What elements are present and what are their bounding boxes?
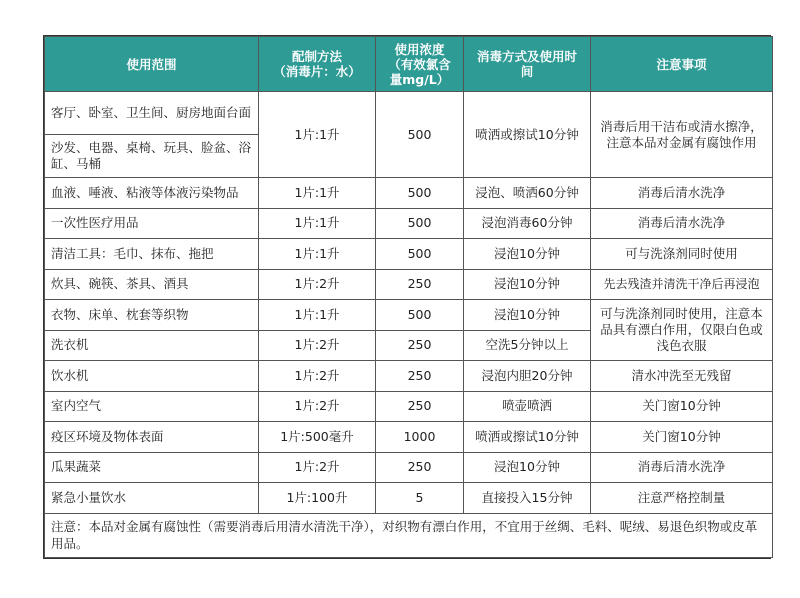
header-scope: 使用范围 <box>45 37 259 92</box>
cell-note: 消毒后用干洁布或清水擦净，注意本品对金属有腐蚀作用 <box>591 92 773 178</box>
cell-concentration: 500 <box>376 178 464 209</box>
cell-way: 浸泡、喷洒60分钟 <box>464 178 591 209</box>
cell-scope: 炊具、碗筷、茶具、酒具 <box>45 269 259 300</box>
header-concentration <box>376 37 464 92</box>
cell-concentration: 250 <box>376 361 464 392</box>
header-method-line1: 配制方法 <box>291 49 342 64</box>
cell-note: 关门窗10分钟 <box>591 391 773 422</box>
cell-scope: 饮水机 <box>45 361 259 392</box>
header-conc-line2: （有效氯含 <box>388 56 451 72</box>
cell-way: 直接投入15分钟 <box>464 483 591 514</box>
cell-way: 空洗5分钟以上 <box>464 330 591 361</box>
header-way-line2: 间 <box>520 64 534 79</box>
cell-scope: 疫区环境及物体表面 <box>45 422 259 453</box>
cell-concentration: 500 <box>376 239 464 270</box>
cell-way: 喷壶喷洒 <box>464 391 591 422</box>
cell-scope: 洗衣机 <box>45 330 259 361</box>
cell-note: 关门窗10分钟 <box>591 422 773 453</box>
cell-concentration: 250 <box>376 269 464 300</box>
header-way <box>464 37 591 92</box>
cell-way: 浸泡10分钟 <box>464 239 591 270</box>
header-method-line2: （消毒片：水） <box>273 64 361 79</box>
cell-concentration: 500 <box>376 300 464 331</box>
cell-way: 喷洒或擦试10分钟 <box>464 422 591 453</box>
cell-note: 消毒后清水洗净 <box>591 452 773 483</box>
header-notes: 注意事项 <box>591 37 773 92</box>
cell-scope: 衣物、床单、枕套等织物 <box>45 300 259 331</box>
cell-method: 1片:2升 <box>259 361 376 392</box>
cell-method: 1片:2升 <box>259 269 376 300</box>
cell-note: 清水冲洗至无残留 <box>591 361 773 392</box>
table-row <box>45 300 773 331</box>
cell-scope: 一次性医疗用品 <box>45 208 259 239</box>
header-conc-line3: 量mg/L） <box>389 71 450 87</box>
cell-note: 可与洗涤剂同时使用 <box>591 239 773 270</box>
cell-concentration: 1000 <box>376 422 464 453</box>
cell-method: 1片:2升 <box>259 391 376 422</box>
header-conc-line1: 使用浓度 <box>394 41 445 57</box>
cell-way: 浸泡消毒60分钟 <box>464 208 591 239</box>
usage-table <box>44 36 773 558</box>
cell-note: 先去残渣并清洗干净后再浸泡 <box>591 269 773 300</box>
table-row <box>45 391 773 422</box>
cell-way: 喷洒或擦试10分钟 <box>464 92 591 178</box>
footer-note-row <box>45 513 773 557</box>
disinfection-usage-table <box>43 35 771 559</box>
table-row <box>45 452 773 483</box>
header-way-line1: 消毒方式及使用时 <box>476 49 577 64</box>
header-method <box>259 37 376 92</box>
cell-note: 可与洗涤剂同时使用，注意本品具有漂白作用，仅限白色或浅色衣服 <box>591 300 773 361</box>
cell-scope: 血液、唾液、粘液等体液污染物品 <box>45 178 259 209</box>
cell-way: 浸泡10分钟 <box>464 269 591 300</box>
cell-scope: 清洁工具：毛巾、抹布、拖把 <box>45 239 259 270</box>
cell-scope: 紧急小量饮水 <box>45 483 259 514</box>
cell-scope: 客厅、卧室、卫生间、厨房地面台面 <box>45 92 259 135</box>
cell-concentration: 250 <box>376 391 464 422</box>
cell-way: 浸泡内胆20分钟 <box>464 361 591 392</box>
cell-method: 1片:1升 <box>259 178 376 209</box>
table-row <box>45 361 773 392</box>
table-row <box>45 239 773 270</box>
cell-method: 1片:1升 <box>259 92 376 178</box>
table-row <box>45 483 773 514</box>
cell-concentration: 250 <box>376 330 464 361</box>
cell-concentration: 500 <box>376 208 464 239</box>
cell-method: 1片:1升 <box>259 208 376 239</box>
cell-way: 浸泡10分钟 <box>464 300 591 331</box>
cell-note: 消毒后清水洗净 <box>591 208 773 239</box>
cell-method: 1片:1升 <box>259 300 376 331</box>
cell-scope: 沙发、电器、桌椅、玩具、脸盆、浴缸、马桶 <box>45 135 259 178</box>
cell-method: 1片:500毫升 <box>259 422 376 453</box>
table-row <box>45 422 773 453</box>
table-row <box>45 178 773 209</box>
cell-concentration: 250 <box>376 452 464 483</box>
cell-note: 消毒后清水洗净 <box>591 178 773 209</box>
cell-way: 浸泡10分钟 <box>464 452 591 483</box>
cell-method: 1片:100升 <box>259 483 376 514</box>
table-row <box>45 92 773 135</box>
cell-scope: 室内空气 <box>45 391 259 422</box>
table-row <box>45 269 773 300</box>
cell-method: 1片:2升 <box>259 330 376 361</box>
cell-concentration: 5 <box>376 483 464 514</box>
cell-concentration: 500 <box>376 92 464 178</box>
footer-note: 注意：本品对金属有腐蚀性（需要消毒后用清水清洗干净），对织物有漂白作用，不宜用于丝绸、毛料、呢绒、易退色织物或皮革用品。 <box>45 513 773 557</box>
table-row <box>45 208 773 239</box>
cell-scope: 瓜果蔬菜 <box>45 452 259 483</box>
cell-method: 1片:2升 <box>259 452 376 483</box>
cell-note: 注意严格控制量 <box>591 483 773 514</box>
cell-method: 1片:1升 <box>259 239 376 270</box>
table-header-row <box>45 37 773 92</box>
